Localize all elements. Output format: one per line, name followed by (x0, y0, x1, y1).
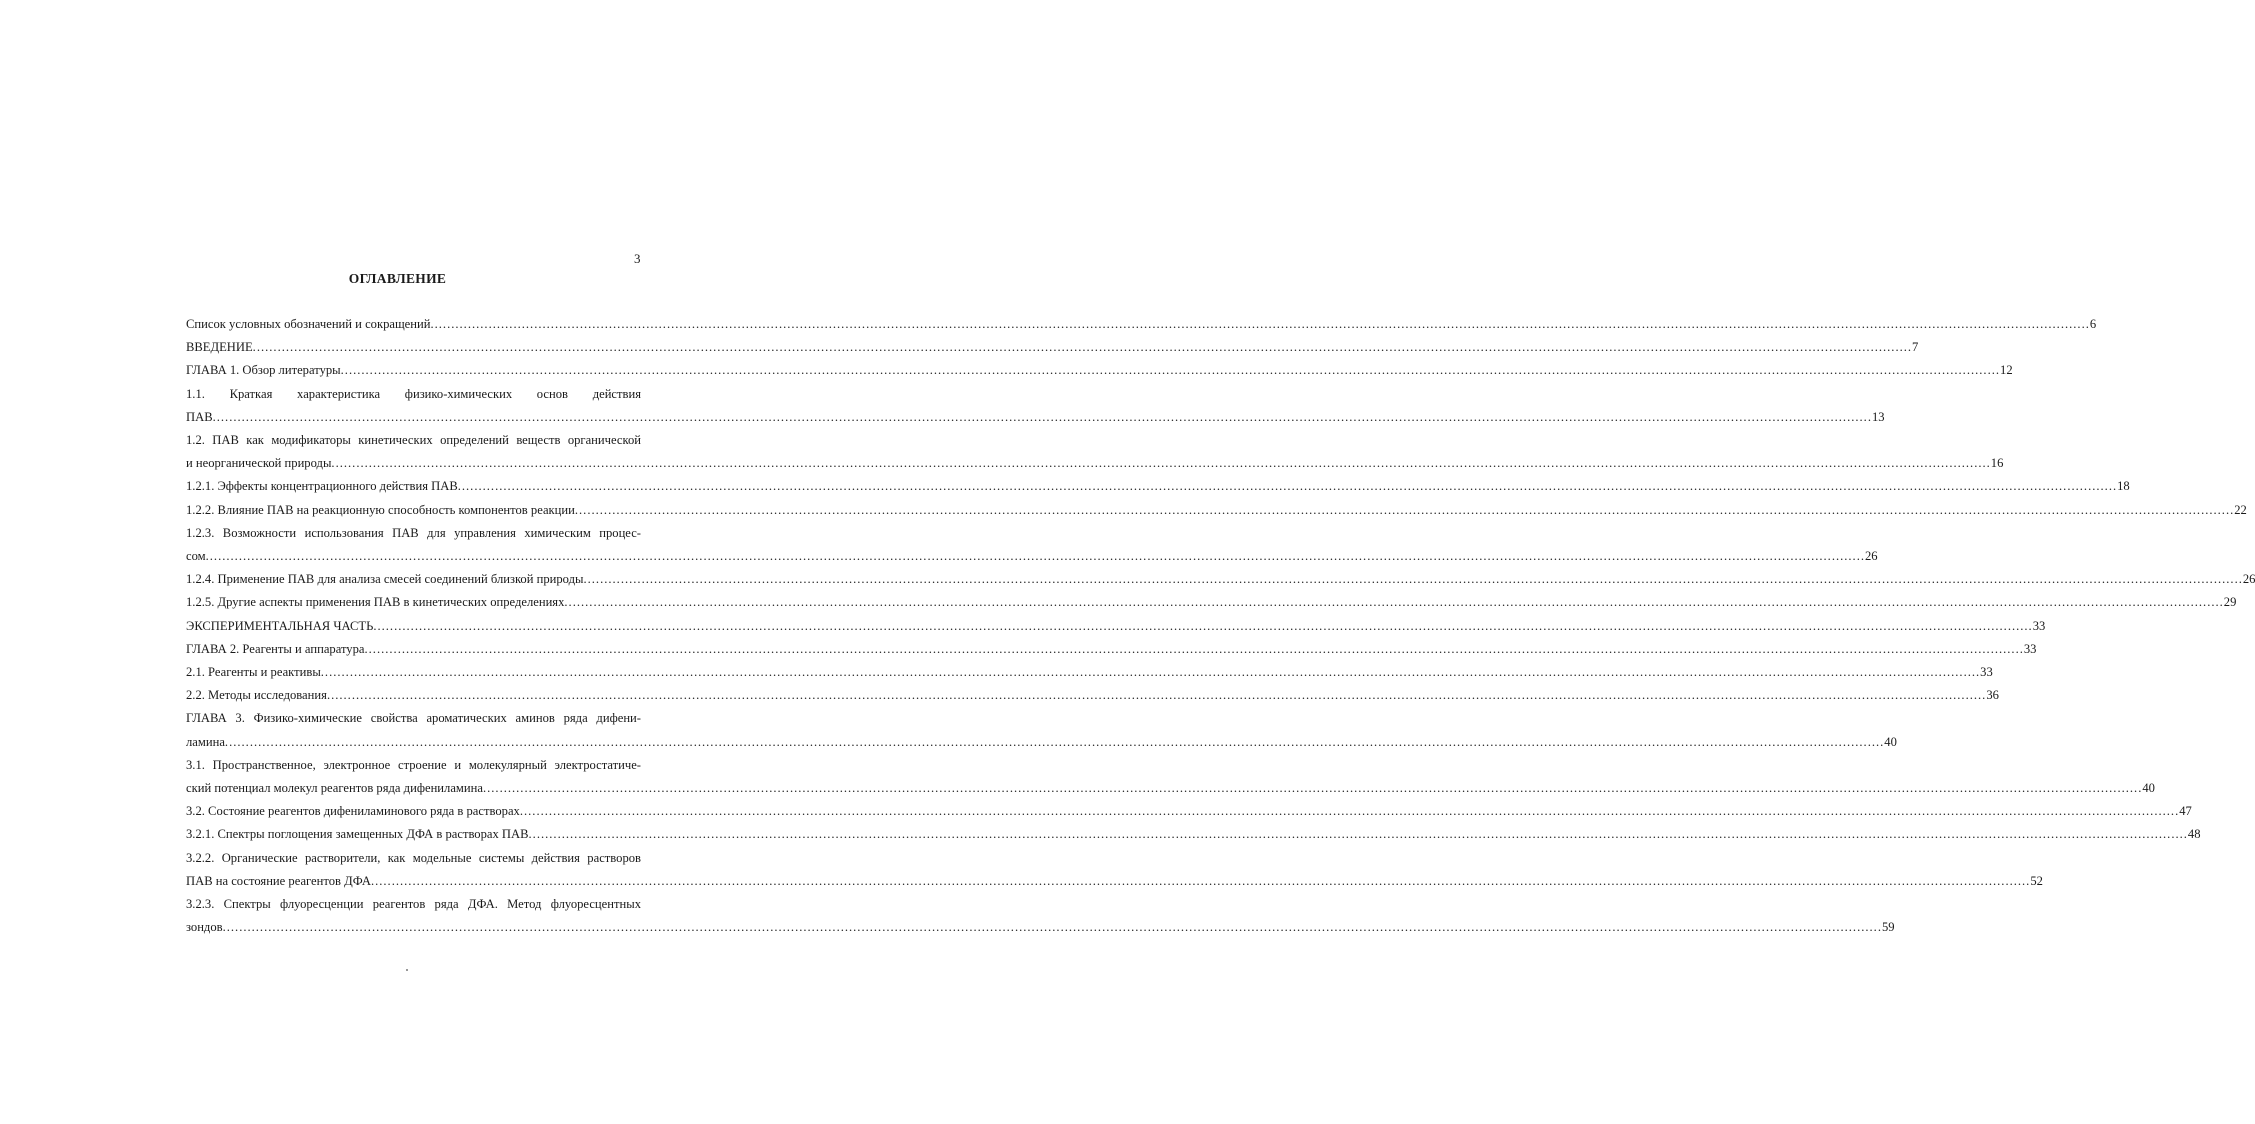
toc-entry-text: 1.2.2. Влияние ПАВ на реакционную способность компонентов реакции (186, 502, 575, 517)
toc-entry-text: ский потенциал молекул реагентов ряда дифениламина (186, 781, 483, 796)
toc-entry (186, 800, 2192, 823)
table-of-contents (186, 313, 2255, 939)
toc-entry-text: 3.1. Пространственное, электронное строение и молекулярный электростатиче- (186, 757, 641, 772)
dot-leader: ................................................................................................................................................................................................................................................................................................................................................................................................................ (326, 688, 1987, 703)
toc-entry-text: 3.2.2. Органические растворители, как модельные системы действия растворов (186, 850, 641, 865)
toc-entry (186, 522, 1878, 568)
toc-page-number: 26 (1865, 549, 1878, 564)
toc-page-number: 33 (1980, 665, 1993, 680)
toc-entry (186, 661, 1993, 684)
toc-entry-text: 1.2.4. Применение ПАВ для анализа смесей соединений близкой природы (186, 572, 584, 587)
dot-leader: ................................................................................................................................................................................................................................................................................................................................................................................................................ (252, 340, 1913, 355)
dot-leader: ................................................................................................................................................................................................................................................................................................................................................................................................................ (519, 804, 2180, 819)
toc-entry (186, 591, 2237, 614)
dot-leader: ................................................................................................................................................................................................................................................................................................................................................................................................................ (320, 665, 1981, 680)
toc-entry-text: 1.2.3. Возможности использования ПАВ для управления химическим процес- (186, 525, 641, 540)
toc-entry-text: и неорганической природы (186, 456, 332, 471)
toc-entry-line (186, 499, 2247, 522)
toc-entry (186, 847, 2043, 893)
toc-page-number: 22 (2234, 502, 2247, 517)
toc-entry (186, 568, 2255, 591)
toc-page-number: 6 (2089, 317, 2097, 331)
toc-entry (186, 475, 2130, 498)
toc-entry-line (186, 406, 1885, 429)
toc-page-number: 7 (1912, 340, 1919, 355)
dot-leader: ................................................................................................................................................................................................................................................................................................................................................................................................................ (212, 409, 1872, 424)
toc-entry-text: ламина (186, 734, 225, 749)
toc-entry (186, 893, 1895, 939)
page-number: 3 (634, 251, 641, 266)
toc-entry-line (186, 661, 1993, 684)
toc-entry-line (186, 800, 2192, 823)
toc-page-number: 59 (1881, 920, 1895, 935)
toc-entry-text: Список условных обозначений и сокращений (186, 317, 431, 331)
toc-page-number: 48 (2187, 827, 2201, 842)
page-title: ОГЛАВЛЕНИЕ (348, 271, 447, 286)
toc-entry-text: 1.2.1. Эффекты концентрационного действия ПАВ (186, 479, 458, 494)
toc-entry-text: ВВЕДЕНИЕ (186, 340, 253, 355)
toc-entry-line (186, 313, 2097, 336)
dot-leader: ................................................................................................................................................................................................................................................................................................................................................................................................................ (222, 920, 1882, 935)
toc-page-number: 47 (2179, 804, 2192, 819)
dot-leader: ................................................................................................................................................................................................................................................................................................................................................................................................................ (364, 641, 2024, 656)
toc-page-number: 40 (2142, 781, 2155, 796)
toc-entry-text: 2.1. Реагенты и реактивы (186, 665, 321, 680)
toc-page-number: 16 (1990, 456, 2004, 471)
toc-entry-text: ПАВ (186, 409, 213, 424)
toc-entry (186, 638, 2037, 661)
dot-leader: ................................................................................................................................................................................................................................................................................................................................................................................................................ (457, 479, 2118, 494)
toc-entry-line (186, 870, 2043, 893)
toc-entry-line (186, 684, 1999, 707)
dot-leader: ................................................................................................................................................................................................................................................................................................................................................................................................................ (331, 456, 1991, 471)
toc-entry-line (186, 615, 2046, 638)
toc-page-number: 18 (2117, 479, 2130, 494)
toc-entry-line (186, 823, 2201, 846)
toc-entry-text: 2.2. Методы исследования (186, 688, 327, 703)
toc-entry-text: 1.2. ПАВ как модификаторы кинетических определений веществ органической (186, 433, 641, 448)
toc-entry-text: 3.2.1. Спектры поглощения замещенных ДФА в растворах ПАВ (186, 827, 529, 842)
toc-entry-text: ЭКСПЕРИМЕНТАЛЬНАЯ ЧАСТЬ (186, 618, 374, 633)
toc-entry (186, 684, 1999, 707)
toc-entry-text: сом (186, 549, 206, 564)
dot-leader: ................................................................................................................................................................................................................................................................................................................................................................................................................ (340, 363, 2001, 378)
toc-entry-line (186, 568, 2255, 591)
toc-entry-text: 3.2. Состояние реагентов дифениламинового ряда в растворах (186, 804, 520, 819)
toc-page-number: 52 (2030, 873, 2043, 888)
toc-page-number: 12 (2000, 363, 2013, 378)
toc-entry (186, 754, 2155, 800)
toc-entry-text: 3.2.3. Спектры флуоресценции реагентов ряда ДФА. Метод флуоресцентных (186, 897, 641, 912)
toc-page-number: 26 (2242, 572, 2255, 587)
toc-entry-line (186, 359, 2013, 382)
dot-leader: ................................................................................................................................................................................................................................................................................................................................................................................................................ (430, 317, 2090, 331)
toc-entry (186, 359, 2013, 382)
toc-entry-line (186, 545, 1878, 568)
toc-entry-line (186, 336, 1919, 359)
toc-entry (186, 336, 1919, 359)
toc-entry-text: 1.2.5. Другие аспекты применения ПАВ в кинетических определениях (186, 595, 565, 610)
toc-entry-text: ГЛАВА 2. Реагенты и аппаратура (186, 641, 365, 656)
dot-leader: ................................................................................................................................................................................................................................................................................................................................................................................................................ (373, 618, 2033, 633)
toc-entry (186, 823, 2201, 846)
toc-page-number: 13 (1871, 409, 1885, 424)
dot-leader: ................................................................................................................................................................................................................................................................................................................................................................................................................ (482, 781, 2143, 796)
dot-leader: ................................................................................................................................................................................................................................................................................................................................................................................................................ (370, 873, 2031, 888)
dot-leader: ................................................................................................................................................................................................................................................................................................................................................................................................................ (564, 595, 2224, 610)
toc-entry (186, 313, 2097, 336)
toc-page-number: 29 (2223, 595, 2237, 610)
dot-leader: ................................................................................................................................................................................................................................................................................................................................................................................................................ (205, 549, 1865, 564)
toc-page-number: 33 (2032, 618, 2046, 633)
toc-page-number: 36 (1986, 688, 1999, 703)
toc-entry-text: ПАВ на состояние реагентов ДФА (186, 873, 371, 888)
dot-leader: ................................................................................................................................................................................................................................................................................................................................................................................................................ (574, 502, 2235, 517)
toc-entry-line (186, 452, 2004, 475)
toc-entry (186, 429, 2004, 475)
toc-entry-line (186, 475, 2130, 498)
toc-entry (186, 383, 1885, 429)
scan-speck (406, 969, 408, 971)
toc-page-number: 40 (1884, 734, 1897, 749)
dot-leader: ................................................................................................................................................................................................................................................................................................................................................................................................................ (583, 572, 2243, 587)
dot-leader: ................................................................................................................................................................................................................................................................................................................................................................................................................ (224, 734, 1885, 749)
toc-entry-text: ГЛАВА 3. Физико-химические свойства ароматических аминов ряда дифени- (186, 711, 641, 726)
toc-entry-line (186, 777, 2155, 800)
toc-entry-text: ГЛАВА 1. Обзор литературы (186, 363, 341, 378)
toc-entry-line (186, 731, 1897, 754)
toc-entry-line (186, 591, 2237, 614)
dot-leader: ................................................................................................................................................................................................................................................................................................................................................................................................................ (528, 827, 2188, 842)
toc-entry (186, 707, 1897, 753)
toc-entry (186, 499, 2247, 522)
toc-page-number: 33 (2023, 641, 2037, 656)
toc-entry-line (186, 638, 2037, 661)
toc-entry-line (186, 916, 1895, 939)
toc-entry-text: зондов (186, 920, 223, 935)
toc-entry (186, 615, 2046, 638)
toc-entry-text: 1.1. Краткая характеристика физико-химических основ действия (186, 386, 641, 401)
